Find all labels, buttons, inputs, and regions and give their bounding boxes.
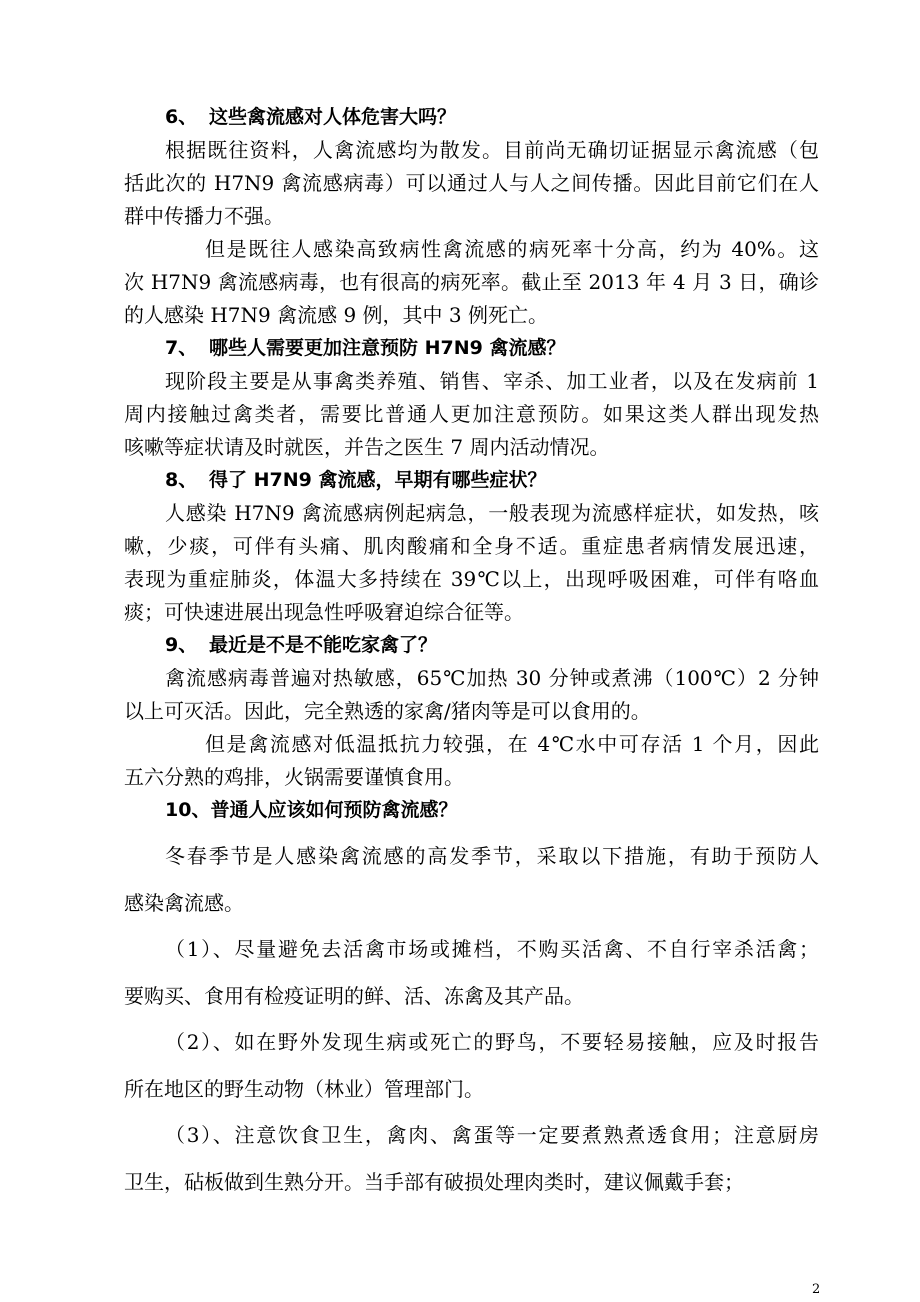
q10-intro-line2: 感染禽流感。: [124, 891, 244, 915]
q6-p1-line2: 括此次的 H7N9 禽流感病毒）可以通过人与人之间传播。因此目前它们在人: [124, 171, 819, 195]
q10-measure3-line2: 卫生，砧板做到生熟分开。当手部有破损处理肉类时，建议佩戴手套；: [124, 1170, 744, 1194]
q10-measure2-line1: （2）、如在野外发现生病或死亡的野鸟，不要轻易接触，应及时报告: [165, 1030, 819, 1054]
q10-intro-line1: 冬春季节是人感染禽流感的高发季节，采取以下措施，有助于预防人: [165, 844, 819, 868]
q9-p1-line1: 禽流感病毒普遍对热敏感，65℃加热 30 分钟或煮沸（100℃）2 分钟: [165, 666, 819, 690]
q8-number: 8、: [165, 469, 198, 491]
q9-title: 最近是不是不能吃家禽了？: [209, 634, 438, 656]
q10-measure3-line1: （3）、注意饮食卫生，禽肉、禽蛋等一定要煮熟煮透食用；注意厨房: [165, 1123, 819, 1147]
q6-p2-line3: 的人感染 H7N9 禽流感 9 例，其中 3 例死亡。: [124, 303, 548, 327]
q9-p2-line1: 但是禽流感对低温抵抗力较强，在 4℃水中可存活 1 个月，因此: [205, 732, 819, 756]
q8-heading: [165, 467, 546, 493]
q10-number: 10、: [165, 799, 211, 821]
q7-p1-line3: 咳嗽等症状请及时就医，并告之医生 7 周内活动情况。: [124, 435, 610, 459]
q6-heading: [165, 104, 456, 130]
q10-heading: [165, 797, 457, 823]
q6-p2-line2: 次 H7N9 禽流感病毒，也有很高的病死率。截止至 2013 年 4 月 3 日，确诊: [124, 270, 819, 294]
q10-measure2-line2: 所在地区的野生动物（林业）管理部门。: [124, 1077, 484, 1101]
q6-title: 这些禽流感对人体危害大吗？: [209, 106, 457, 128]
q7-p1-line1: 现阶段主要是从事禽类养殖、销售、宰杀、加工业者，以及在发病前 1: [165, 369, 819, 393]
q6-p2-line1: 但是既往人感染高致病性禽流感的病死率十分高，约为 40%。这: [205, 237, 819, 261]
q6-p1-line3: 群中传播力不强。: [124, 204, 284, 228]
q9-heading: [165, 632, 437, 658]
page-number: 2: [812, 1282, 821, 1297]
q7-p1-line2: 周内接触过禽类者，需要比普通人更加注意预防。如果这类人群出现发热: [124, 402, 819, 426]
q7-title: 哪些人需要更加注意预防 H7N9 禽流感？: [209, 337, 566, 359]
q8-p1-line2: 嗽，少痰，可伴有头痛、肌肉酸痛和全身不适。重症患者病情发展迅速，: [124, 534, 819, 558]
q7-number: 7、: [165, 337, 198, 359]
q10-measure1-line1: （1）、尽量避免去活禽市场或摊档，不购买活禽、不自行宰杀活禽；: [165, 937, 819, 961]
q7-heading: [165, 335, 565, 361]
q8-p1-line1: 人感染 H7N9 禽流感病例起病急，一般表现为流感样症状，如发热，咳: [165, 501, 819, 525]
q10-title: 普通人应该如何预防禽流感？: [210, 799, 458, 821]
q6-p1-line1: 根据既往资料，人禽流感均为散发。目前尚无确切证据显示禽流感（包: [165, 138, 819, 162]
q9-p1-line2: 以上可灭活。因此，完全熟透的家禽/猪肉等是可以食用的。: [124, 699, 651, 723]
q6-number: 6、: [165, 106, 198, 128]
q8-title: 得了 H7N9 禽流感，早期有哪些症状？: [209, 469, 547, 491]
q9-p2-line2: 五六分熟的鸡排，火锅需要谨慎食用。: [124, 765, 464, 789]
q10-measure1-line2: 要购买、食用有检疫证明的鲜、活、冻禽及其产品。: [124, 984, 584, 1008]
q8-p1-line3: 表现为重症肺炎，体温大多持续在 39℃以上，出现呼吸困难，可伴有咯血: [124, 567, 819, 591]
q9-number: 9、: [165, 634, 198, 656]
q8-p1-line4: 痰；可快速进展出现急性呼吸窘迫综合征等。: [124, 600, 524, 624]
